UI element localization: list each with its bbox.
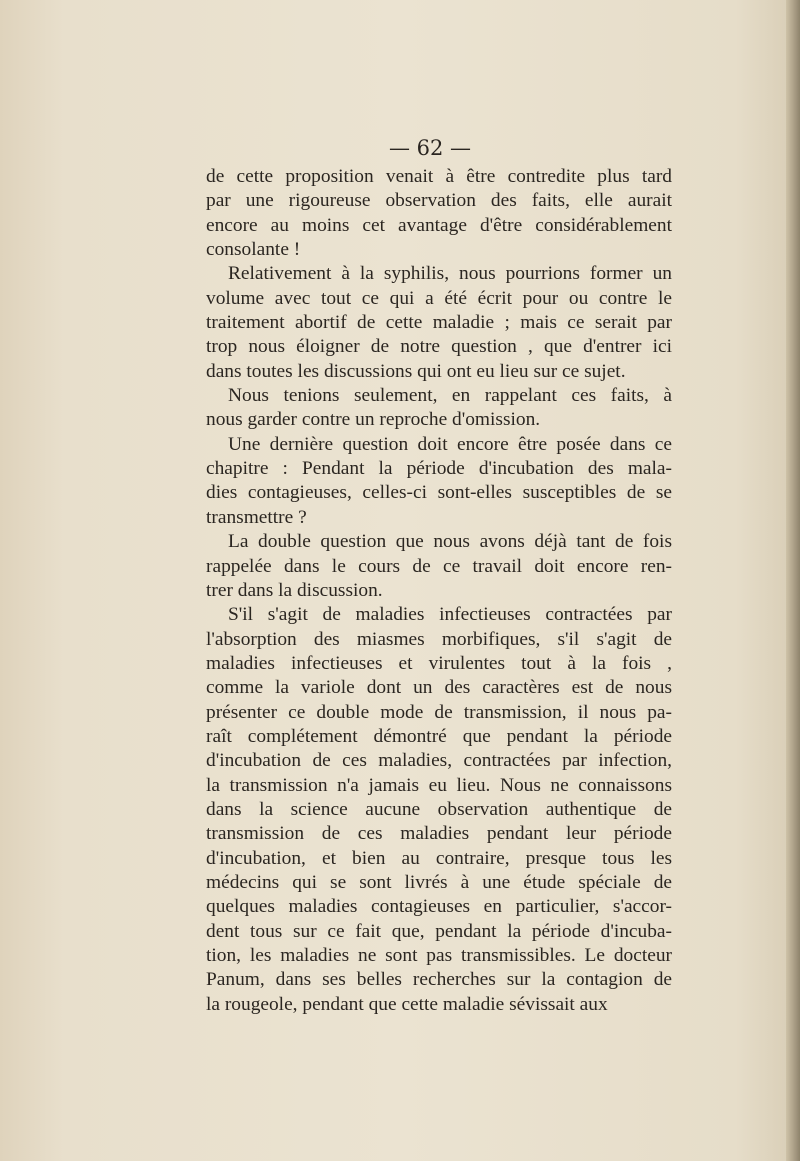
text-line: consolante ! xyxy=(206,239,301,261)
text-line: volume avec tout ce qui a été écrit pour ou contre le xyxy=(206,287,672,309)
text-line: présenter ce double mode de transmission, il nous pa- xyxy=(206,701,672,723)
text-line: chapitre : Pendant la période d'incubation des mala- xyxy=(206,458,672,480)
text-line: Panum, dans ses belles recherches sur la contagion de xyxy=(206,969,672,991)
text-line: transmission de ces maladies pendant leur période xyxy=(206,823,672,845)
text-line: trer dans la discussion. xyxy=(206,579,383,601)
text-line: d'incubation de ces maladies, contractées par infection, xyxy=(206,750,672,772)
text-line: quelques maladies contagieuses en particulier, s'accor- xyxy=(206,896,672,918)
text-line: la rougeole, pendant que cette maladie sévissait aux xyxy=(206,993,608,1015)
text-line: l'absorption des miasmes morbifiques, s'il s'agit de xyxy=(206,628,672,650)
paragraph xyxy=(206,262,672,384)
paragraph xyxy=(206,530,672,603)
text-line: La double question que nous avons déjà tant de fois xyxy=(228,531,672,553)
paragraph xyxy=(206,433,672,530)
text-line: médecins qui se sont livrés à une étude spéciale de xyxy=(206,871,672,893)
text-line: trop nous éloigner de notre question , que d'entrer ici xyxy=(206,336,672,358)
text-line: par une rigoureuse observation des faits, elle aurait xyxy=(206,190,672,212)
text-line: Une dernière question doit encore être posée dans ce xyxy=(228,433,672,455)
text-line: comme la variole dont un des caractères est de nous xyxy=(206,677,672,699)
body-text xyxy=(206,165,672,1017)
text-line: S'il s'agit de maladies infectieuses contractées par xyxy=(228,604,672,626)
text-line: de cette proposition venait à être contredite plus tard xyxy=(206,166,672,187)
text-line: transmettre ? xyxy=(206,506,307,528)
text-line: Nous tenions seulement, en rappelant ces faits, à xyxy=(228,385,672,407)
page-number: — 62 — xyxy=(388,136,472,160)
text-line: dent tous sur ce fait que, pendant la période d'incuba- xyxy=(206,920,672,942)
text-line: maladies infectieuses et virulentes tout à la fois , xyxy=(206,652,672,674)
text-line: dies contagieuses, celles-ci sont-elles susceptibles de se xyxy=(206,482,672,504)
text-line: dans toutes les discussions qui ont eu lieu sur ce sujet. xyxy=(206,360,626,382)
text-line: encore au moins cet avantage d'être considérablement xyxy=(206,214,672,236)
text-line: Relativement à la syphilis, nous pourrions former un xyxy=(228,263,672,285)
text-line: raît complétement démontré que pendant la période xyxy=(206,725,672,747)
paragraph xyxy=(206,603,672,1017)
text-line: rappelée dans le cours de ce travail doit encore ren- xyxy=(206,555,672,577)
page-edge-shadow xyxy=(786,0,800,1161)
text-line: tion, les maladies ne sont pas transmissibles. Le docteur xyxy=(206,945,672,966)
text-line: dans la science aucune observation authentique de xyxy=(206,798,672,820)
text-line: d'incubation, et bien au contraire, presque tous les xyxy=(206,847,672,869)
text-line: nous garder contre un reproche d'omission. xyxy=(206,409,541,431)
text-line: la transmission n'a jamais eu lieu. Nous ne connaissons xyxy=(206,774,672,796)
paragraph xyxy=(206,384,672,433)
paragraph xyxy=(206,165,672,262)
text-line: traitement abortif de cette maladie ; mais ce serait par xyxy=(206,312,672,334)
